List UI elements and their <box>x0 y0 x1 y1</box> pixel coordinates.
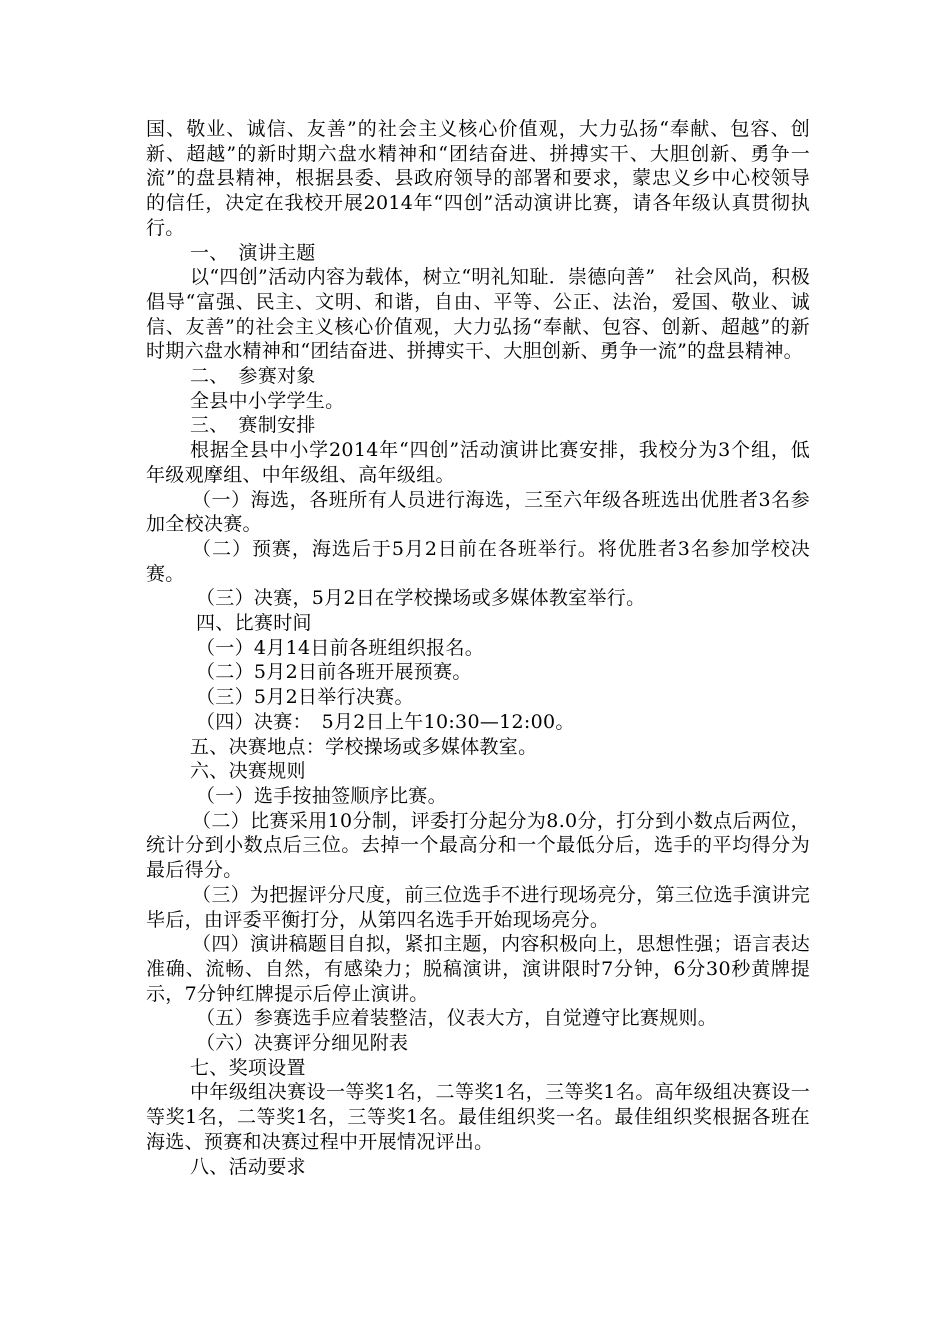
heading-activity-requirements: 八、活动要求 <box>190 1155 306 1178</box>
heading-venue: 五、决赛地点：学校操场或多媒体教室。 <box>190 735 538 758</box>
heading-participants: 二、 参赛对象 <box>190 365 316 388</box>
heading-speech-theme: 一、 演讲主题 <box>190 241 316 264</box>
list-item-preliminary: （二）预赛，海选后于5月2日前在各班举行。将优胜者3名参加学校决赛。 <box>146 537 810 585</box>
paragraph-participants: 全县中小学学生。 <box>190 389 345 412</box>
rule-item-draw-order: （一）选手按抽签顺序比赛。 <box>196 784 447 807</box>
paragraph-competition-format: 根据全县中小学2014年“四创”活动演讲比赛安排，我校分为3个组，低年级观摩组、中年级组、高年级组。 <box>146 439 810 486</box>
heading-awards: 七、奖项设置 <box>190 1056 306 1079</box>
rule-item-dress-code: （五）参赛选手应着装整洁，仪表大方，自觉遵守比赛规则。 <box>196 1007 718 1030</box>
heading-schedule: 四、比赛时间 <box>196 612 312 635</box>
rule-item-score-display: （三）为把握评分尺度，前三位选手不进行现场亮分，第三位选手演讲完毕后，由评委平衡打分，从第四名选手开始现场亮分。 <box>146 883 810 931</box>
list-item-registration: （一）4月14日前各班组织报名。 <box>196 636 485 659</box>
list-item-final-date: （三）5月2日举行决赛。 <box>196 686 414 709</box>
list-item-audition: （一）海选，各班所有人员进行海选，三至六年级各班选出优胜者3名参加全校决赛。 <box>146 488 810 536</box>
list-item-preliminary-date: （二）5月2日前各班开展预赛。 <box>196 661 472 684</box>
rule-item-scoring-table: （六）决赛评分细见附表 <box>196 1032 409 1055</box>
document-body <box>146 117 810 1179</box>
paragraph-speech-theme: 以“四创”活动内容为载体，树立“明礼知耻．崇德向善” 社会风尚，积极倡导“富强、民主、文明、和谐，自由、平等、公正、法治，爱国、敬业、诚信、友善”的社会主义核心价值观，大力弘扬“奉献、包容、创新、超越”的新时期六盘水精神和“团结奋进、拼搏实干、大胆创新、勇争一流”的盘县精神。 <box>146 266 810 363</box>
heading-final-rules: 六、决赛规则 <box>190 760 306 783</box>
rule-item-scoring: （二）比赛采用10分制，评委打分起分为8.0分，打分到小数点后两位，统计分到小数点后三位。去掉一个最高分和一个最低分后，选手的平均得分为最后得分。 <box>146 809 810 882</box>
heading-competition-format: 三、 赛制安排 <box>190 414 316 437</box>
list-item-final: （三）决赛，5月2日在学校操场或多媒体教室举行。 <box>196 587 646 610</box>
paragraph-awards: 中年级组决赛设一等奖1名，二等奖1名，三等奖1名。高年级组决赛设一等奖1名，二等奖1名，三等奖1名。最佳组织奖一名。最佳组织奖根据各班在海选、预赛和决赛过程中开展情况评出。 <box>146 1081 810 1153</box>
rule-item-speech-content: （四）演讲稿题目自拟，紧扣主题，内容积极向上，思想性强；语言表达准确、流畅、自然，有感染力；脱稿演讲，演讲限时7分钟，6分30秒黄牌提示，7分钟红牌提示后停止演讲。 <box>146 933 810 1005</box>
paragraph-intro: 国、敬业、诚信、友善”的社会主义核心价值观，大力弘扬“奉献、包容、创新、超越”的新时期六盘水精神和“团结奋进、拼搏实干、大胆创新、勇争一流”的盘县精神，根据县委、县政府领导的部署和要求，蒙忠义乡中心校领导的信任，决定在我校开展2014年“四创”活动演讲比赛，请各年级认真贯彻执行。 <box>146 118 810 239</box>
list-item-final-time: （四）决赛： 5月2日上午10:30—12:00。 <box>196 710 575 733</box>
